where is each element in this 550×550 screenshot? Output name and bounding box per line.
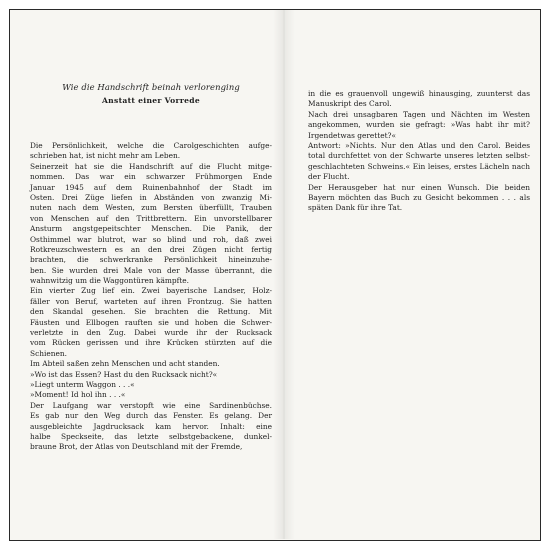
text-line: »Moment! Id hol ihn . . .« — [30, 390, 126, 400]
text-line: Es gab nur den Weg durch das Fenster. Es gelang. Der — [30, 411, 272, 421]
left-page-text — [30, 141, 272, 453]
text-line: Rotkreuzschwestern es an den drei Zügen nicht fertig — [30, 244, 272, 254]
text-line: Der Laufgang war verstopft wie eine Sardinenbüchse. — [30, 400, 272, 410]
text-line: Manuskript des Carol. — [308, 99, 392, 109]
text-line: Ansturm angstgepeitschter Menschen. Die Panik, der — [30, 224, 272, 234]
text-line: total durchfettet von der Schwarte unseres letzten selbst- — [308, 151, 530, 161]
text-line: Seinerzeit hat sie die Handschrift auf die Flucht mitge- — [30, 161, 272, 171]
text-line: »Wo ist das Essen? Hast du den Rucksack nicht?« — [30, 369, 218, 379]
text-line: brachten, die schwerkranke Persönlichkeit hineinzuhe- — [30, 255, 272, 265]
text-line: Osten. Drei Züge liefen in Abständen von zwanzig Mi- — [30, 192, 272, 202]
text-line: vom Rücken gerissen und ihre Krücken stürzten auf die — [30, 338, 272, 348]
text-line: Der Herausgeber hat nur einen Wunsch. Die beiden — [308, 182, 530, 192]
text-line: ausgebleichte Jagdrucksack kam hervor. Inhalt: eine — [30, 421, 272, 431]
text-line: in die es grauenvoll ungewiß hinausging, zuunterst das — [308, 89, 530, 98]
text-line: »Liegt unterm Waggon . . .« — [30, 379, 135, 389]
chapter-heading: Wie die Handschrift beinah verlorenging — [62, 82, 240, 92]
text-line: Bayern möchten das Buch zu Gesicht bekommen . . . als — [308, 192, 530, 202]
text-line: verletzte in den Zug. Dabei wurde ihr der Rucksack — [30, 328, 272, 338]
text-line: braune Brot, der Atlas von Deutschland mit der Fremde, — [30, 442, 243, 452]
left-page — [30, 10, 272, 539]
text-line: geschlachteten Schweins.« Ein leises, erstes Lächeln nach — [308, 161, 530, 171]
text-line: angekommen, wurden sie gefragt: »Was habt ihr mit? — [308, 120, 530, 130]
text-line: schrieben hat, ist nicht mehr am Leben. — [30, 151, 181, 161]
right-page — [308, 10, 530, 539]
chapter-subheading: Anstatt einer Vorrede — [101, 96, 201, 105]
text-line: den Skandal gesehen. Sie brachten die Rettung. Mit — [30, 307, 272, 317]
text-line: späten Dank für ihre Tat. — [308, 203, 403, 213]
text-line: Osthimmel war blutrot, war so blind und roh, daß zwei — [30, 234, 272, 244]
text-line: Schienen. — [30, 348, 67, 358]
text-line: ben. Sie wurden drei Male von der Masse überrannt, die — [30, 265, 272, 275]
text-line: Im Abteil saßen zehn Menschen und acht standen. — [30, 359, 220, 369]
text-line: wahnwitzig um die Waggontüren kämpfte. — [30, 276, 190, 286]
book-gutter — [273, 10, 295, 539]
text-line: halbe Speckseite, das letzte selbstgebackene, dunkel- — [30, 431, 272, 441]
text-line: Fäusten und Ellbogen rauften sie und hoben die Schwer- — [30, 317, 272, 327]
text-line: Januar 1945 auf dem Ruinenbahnhof der Stadt im — [30, 182, 272, 192]
book-spread — [9, 9, 541, 541]
right-page-text — [308, 89, 530, 214]
text-line: von Menschen auf den Trittbrettern. Ein unvorstellbarer — [30, 213, 272, 223]
text-line: der Flucht. — [308, 172, 350, 182]
text-line: Nach drei unsagbaren Tagen und Nächten im Westen — [308, 109, 530, 119]
text-line: Irgendetwas gerettet?« — [308, 130, 397, 140]
text-line: Antwort: »Nichts. Nur den Atlas und den Carol. Beides — [308, 140, 530, 150]
text-line: Die Persönlichkeit, welche die Carolgeschichten aufge- — [30, 141, 272, 150]
text-line: Ein vierter Zug lief ein. Zwei bayerische Landser, Holz- — [30, 286, 272, 296]
text-line: nommen. Das war ein schwarzer Frühmorgen Ende — [30, 172, 272, 182]
text-line: nuten nach dem Westen, zum Bersten überfüllt, Trauben — [30, 203, 272, 213]
text-line: fäller von Beruf, warteten auf ihren Frontzug. Sie hatten — [30, 296, 272, 306]
